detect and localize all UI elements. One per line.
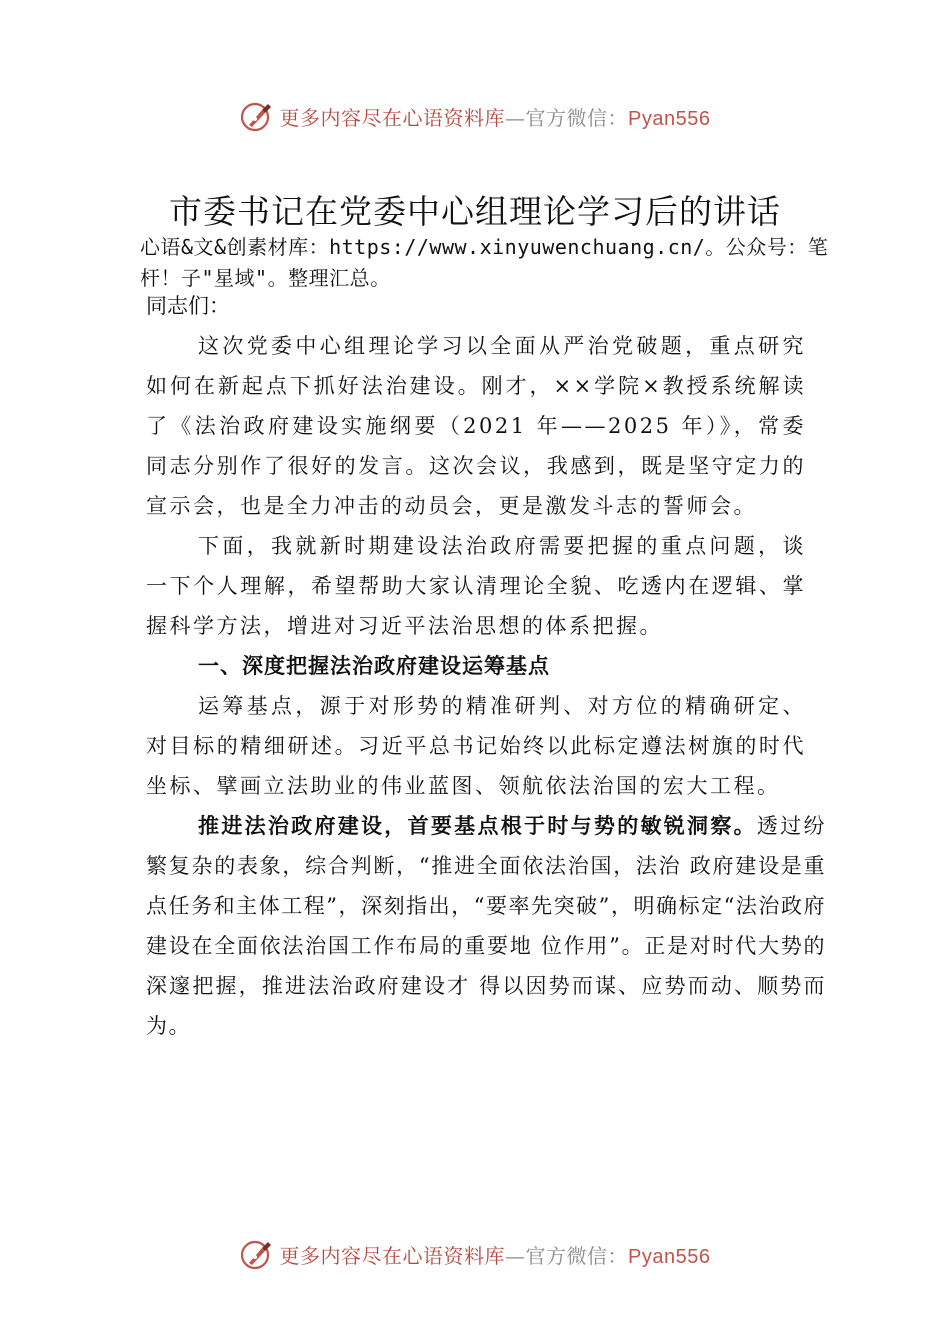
paragraph-rest: 透过纷繁复杂的表象，综合判断，“推进全面依法治国，法治 政府建设是重点任务和主体工程”，深刻指出，“要率先突破”，明确标定“法治政府建设在全面依法治国工作布局的重要地 位作用”。正是对时代大势的深邃把握，推进法治政府建设才 得以因势而谋、应势而动、顺势而为。 <box>146 814 826 1038</box>
banner-dash: — <box>505 1243 526 1268</box>
banner-text <box>280 1240 711 1269</box>
document-body <box>146 326 826 1046</box>
footer-banner <box>0 1234 950 1274</box>
section-heading: 一、深度把握法治政府建设运筹基点 <box>198 653 550 678</box>
greeting: 同志们： <box>146 294 230 318</box>
pen-nib-circle-icon <box>240 99 274 133</box>
paragraph: 这次党委中心组理论学习以全面从严治党破题，重点研究如何在新起点下抓好法治建设。刚才，××学院×教授系统解读了《法治政府建设实施纲要（2021 年——2025 年）》，常委同志分别作了很好的发言。这次会议，我感到，既是坚守定力的宣示会，也是全力冲击的动员会，更是激发斗志的誓师会。 <box>146 334 806 518</box>
paragraph: 运筹基点，源于对形势的精准研判、对方位的精确研定、对目标的精细研述。习近平总书记始终以此标定遵法树旗的时代坐标、擘画立法助业的伟业蓝图、领航依法治国的宏大工程。 <box>146 694 806 798</box>
banner-official-label: 官方微信： <box>525 1243 629 1268</box>
banner-dash: — <box>505 105 526 130</box>
paragraph-lead: 推进法治政府建设，首要基点根于时与势的敏锐洞察。 <box>198 813 757 838</box>
banner-text <box>280 102 711 131</box>
banner-official-label: 官方微信： <box>525 105 629 130</box>
pen-nib-circle-icon <box>240 1237 274 1271</box>
banner-wechat-id: Pyan556 <box>628 1245 711 1268</box>
source-line: 心语&文&创素材库：https://www.xinyuwenchuang.cn/。公众号：笔杆！子"星域"。整理汇总。 <box>140 235 829 290</box>
banner-wechat-id: Pyan556 <box>628 107 711 130</box>
paragraph: 下面，我就新时期建设法治政府需要把握的重点问题，谈一下个人理解，希望帮助大家认清理论全貌、吃透内在逻辑、掌握科学方法，增进对习近平法治思想的体系把握。 <box>146 534 806 638</box>
header-banner <box>0 96 950 136</box>
banner-main-text: 更多内容尽在心语资料库 <box>279 1243 506 1268</box>
banner-main-text: 更多内容尽在心语资料库 <box>279 105 506 130</box>
paragraph <box>146 806 826 1046</box>
document-title: 市委书记在党委中心组理论学习后的讲话 <box>169 192 781 231</box>
